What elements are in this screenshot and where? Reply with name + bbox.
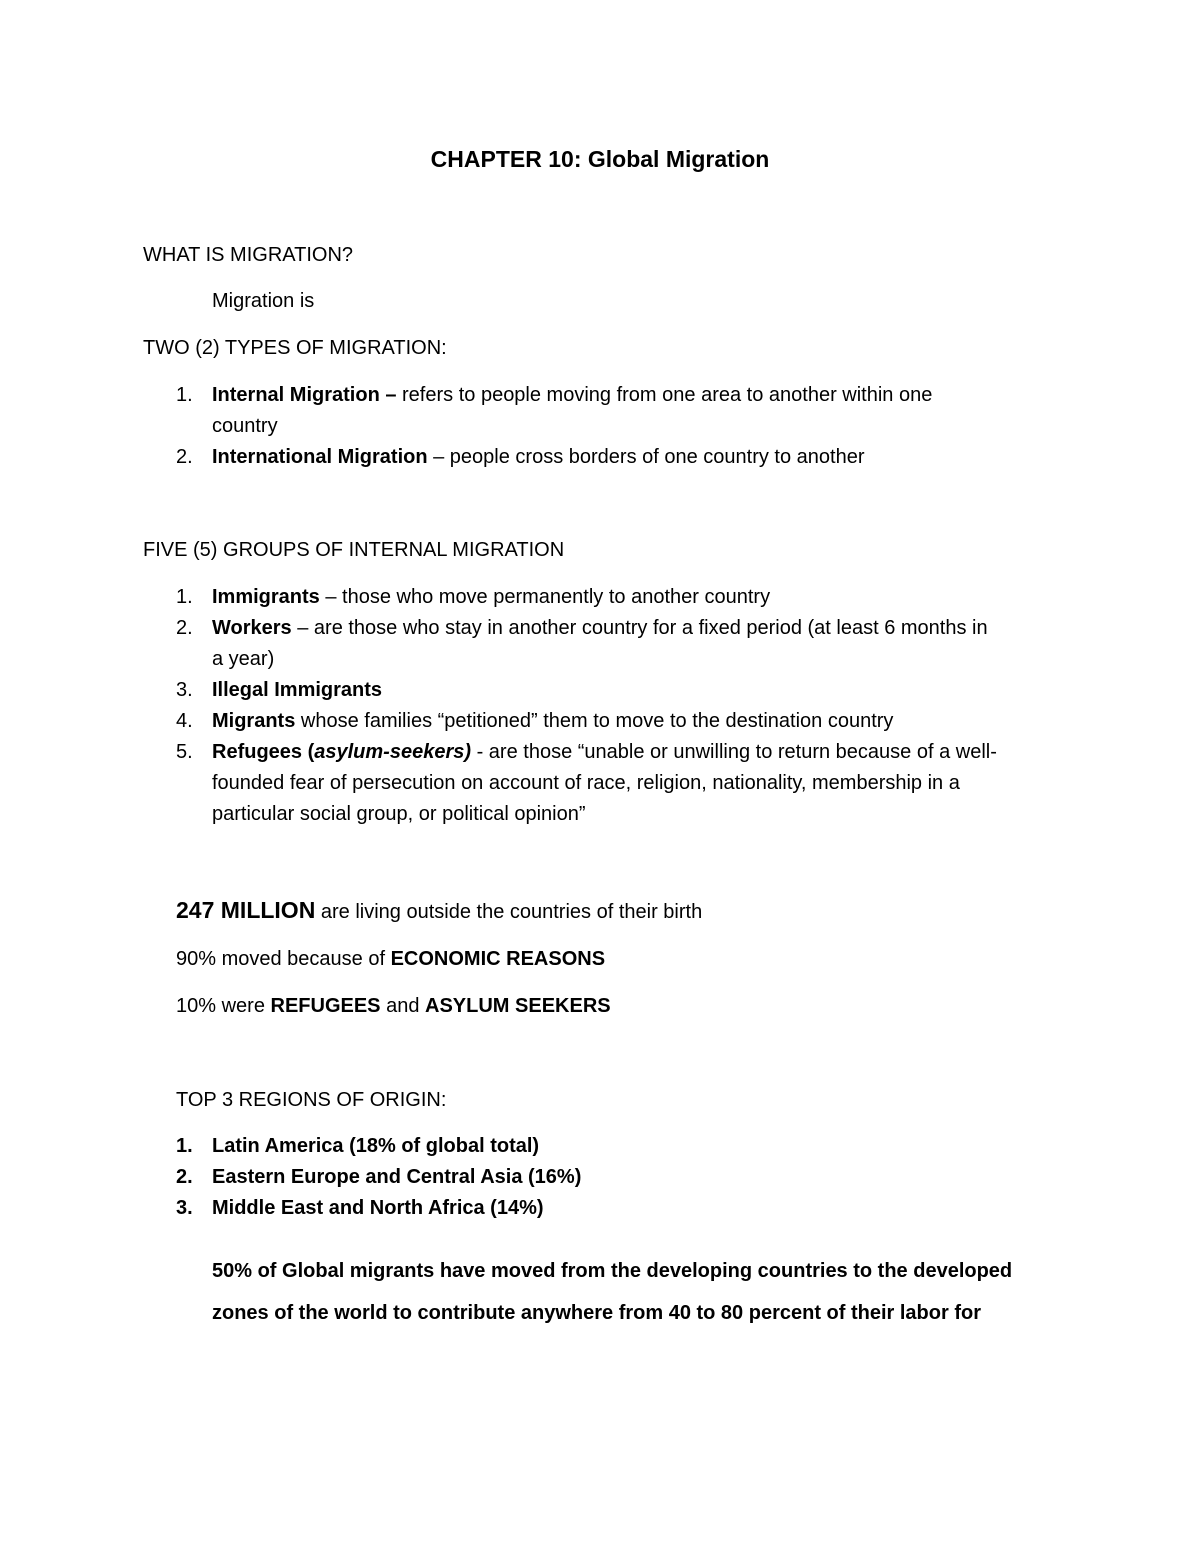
closing-paragraph-line: zones of the world to contribute anywhere from 40 to 80 percent of their labor for bbox=[212, 1302, 981, 1324]
definition: - are those “unable or unwilling to return because of a well- bbox=[471, 741, 997, 763]
list-item: Eastern Europe and Central Asia (16%) bbox=[212, 1166, 582, 1188]
stat-bold: ASYLUM SEEKERS bbox=[425, 995, 611, 1017]
list-item bbox=[212, 709, 893, 733]
term: Internal Migration – bbox=[212, 384, 397, 406]
list-item: Latin America (18% of global total) bbox=[212, 1135, 540, 1157]
term: Refugees ( bbox=[212, 741, 315, 763]
list-number: 3. bbox=[176, 1197, 193, 1219]
stat-text: are living outside the countries of their birth bbox=[315, 901, 703, 923]
what-is-body: Migration is bbox=[212, 290, 315, 312]
stat-economic bbox=[176, 947, 605, 971]
list-item bbox=[212, 740, 997, 764]
definition: – are those who stay in another country for a fixed period (at least 6 months in bbox=[291, 617, 988, 639]
list-item bbox=[212, 383, 932, 407]
list-number: 1. bbox=[176, 384, 193, 406]
regions-heading: TOP 3 REGIONS OF ORIGIN: bbox=[176, 1089, 447, 1111]
list-item-continuation: founded fear of persecution on account of race, religion, nationality, membership in a bbox=[212, 772, 960, 794]
list-number: 2. bbox=[176, 446, 193, 468]
list-item: Illegal Immigrants bbox=[212, 679, 383, 701]
groups-heading: FIVE (5) GROUPS OF INTERNAL MIGRATION bbox=[143, 539, 565, 561]
term: Immigrants bbox=[212, 586, 320, 608]
stat-population bbox=[176, 898, 702, 924]
list-item bbox=[212, 445, 865, 469]
list-number: 4. bbox=[176, 710, 193, 732]
types-heading: TWO (2) TYPES OF MIGRATION: bbox=[143, 337, 447, 359]
closing-paragraph-line: 50% of Global migrants have moved from the developing countries to the developed bbox=[212, 1260, 1013, 1282]
list-item bbox=[212, 616, 988, 640]
stat-refugees bbox=[176, 994, 611, 1018]
list-item: Middle East and North Africa (14%) bbox=[212, 1197, 544, 1219]
stat-text: and bbox=[380, 995, 426, 1017]
stat-big-number: 247 MILLION bbox=[176, 897, 316, 923]
stat-text: 10% were bbox=[176, 995, 271, 1017]
definition: refers to people moving from one area to another within one bbox=[396, 384, 933, 406]
stat-bold: REFUGEES bbox=[270, 995, 381, 1017]
page-title: CHAPTER 10: Global Migration bbox=[430, 146, 770, 172]
term-italic: asylum-seekers) bbox=[314, 741, 472, 763]
list-number: 1. bbox=[176, 1135, 193, 1157]
definition: whose families “petitioned” them to move to the destination country bbox=[295, 710, 894, 732]
list-item-continuation: particular social group, or political opinion” bbox=[212, 803, 586, 825]
what-is-heading: WHAT IS MIGRATION? bbox=[143, 244, 354, 266]
list-number: 1. bbox=[176, 586, 193, 608]
stat-bold: ECONOMIC REASONS bbox=[390, 948, 606, 970]
definition: – those who move permanently to another country bbox=[319, 586, 771, 608]
list-number: 2. bbox=[176, 617, 193, 639]
list-item-continuation: a year) bbox=[212, 648, 275, 670]
list-number: 5. bbox=[176, 741, 193, 763]
list-number: 3. bbox=[176, 679, 193, 701]
list-number: 2. bbox=[176, 1166, 193, 1188]
list-item bbox=[212, 585, 770, 609]
list-item-continuation: country bbox=[212, 415, 278, 437]
term: International Migration bbox=[212, 446, 428, 468]
term: Migrants bbox=[212, 710, 296, 732]
stat-text: 90% moved because of bbox=[176, 948, 391, 970]
definition: – people cross borders of one country to another bbox=[427, 446, 865, 468]
term: Workers bbox=[212, 617, 292, 639]
